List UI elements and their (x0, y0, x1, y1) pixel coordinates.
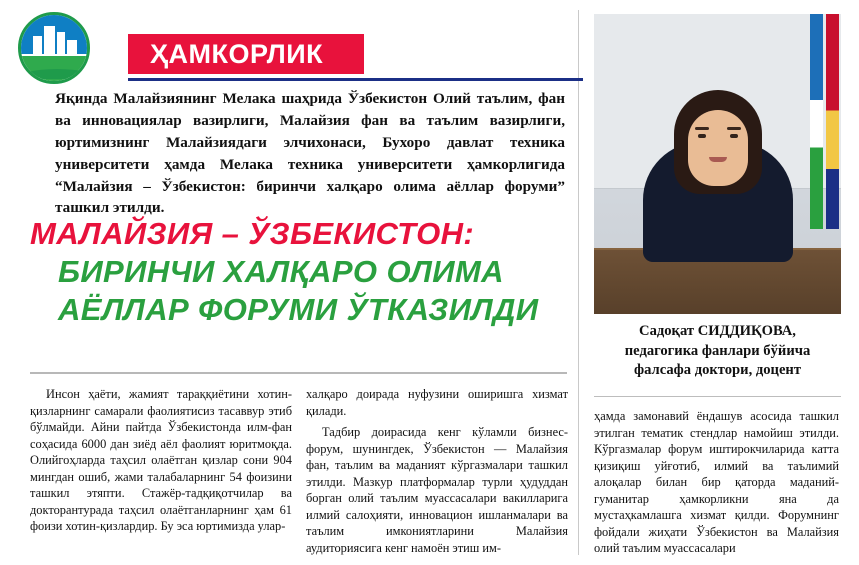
headline-line-2: БИРИНЧИ ХАЛҚАРО ОЛИМА (58, 253, 504, 289)
caption-rule (594, 396, 841, 397)
photo-eye-left (698, 134, 706, 138)
body-column-3 (594, 408, 839, 562)
paragraph: Тадбир доирасида кенг кўламли бизнес-форум, шунингдек, Ўзбекистон — Малайзия фан, таълим ва маданият кўргазмалари ташкил этилди. Мазкур платформалар турли ҳудуддан борган олий таълим муассасалари вакилларига илмий салоҳияти, инновацион ишланмалари ва таълим имкониятларини Малайзия аудиториясига кенг намоён этиш им- (306, 425, 568, 555)
section-banner (128, 34, 364, 74)
paragraph: ҳамда замонавий ёндашув асосида ташкил этилган тематик стендлар намойиш этилди. Кўргазмалар форум иштирокчиларида катта қизиқиш уйғотиб, илмий ва таълимий алоқалар билан бир қаторда маданий-гуманитар ҳамкорликни яна да мустаҳкамлашга хизмат қилди. Форумнинг фойдали жиҳати Ўзбекистон ва Малайзия олий таълим муассасалари (594, 409, 839, 555)
photo-eyebrow-left (695, 127, 709, 130)
body-column-2 (306, 386, 568, 561)
caption-name: Садоқат СИДДИҚОВА, (639, 323, 796, 339)
photo-caption (594, 322, 841, 381)
column-divider (578, 10, 579, 555)
city-landscape-logo (18, 12, 90, 84)
headline-line-1: МАЛАЙЗИЯ – ЎЗБЕКИСТОН: (30, 216, 475, 251)
section-label: ҲАМКОРЛИК (150, 38, 324, 69)
headline-line-3: АЁЛЛАР ФОРУМИ ЎТКАЗИЛДИ (58, 291, 539, 327)
article-headline (30, 215, 575, 328)
logo-building (57, 32, 65, 56)
portrait-of-speaker (594, 14, 841, 314)
logo-building (44, 26, 55, 56)
caption-role-1: педагогика фанлари бўйича (624, 342, 811, 359)
photo-mouth (709, 157, 727, 162)
photo-eye-right (730, 134, 738, 138)
flag-uzbekistan (810, 14, 823, 229)
photo-face (688, 110, 748, 186)
paragraph: Инсон ҳаёти, жамият тараққиётини хотин-қизларнинг самарали фаолиятисиз тасаввур этиб бўлмайди. Айни пайтда Ўзбекистонда илм-фан соҳасида 6000 дан зиёд аёл фаолият юритмоқда. Олийгоҳларда таҳсил олаётган қизлар сони 904 мингдан ошиб, жами талабаларнинг 54 фоизини ташкил этяпти. Стажёр-тадқиқотчилар ва докторантурада таҳсил олаётганларнинг ҳам 61 фоизи хотин-қизлардир. Бу эса юртимизда улар- (30, 387, 292, 533)
caption-role-2: фалсафа доктори, доцент (633, 362, 802, 379)
body-column-1 (30, 386, 292, 540)
header-rule (128, 78, 583, 81)
logo-building (33, 36, 42, 56)
paragraph: халқаро доирада нуфузини оширишга хизмат қилади. (306, 387, 568, 418)
photo-eyebrow-right (727, 127, 741, 130)
headline-rule (30, 372, 567, 374)
flag-malaysia (826, 14, 839, 229)
masthead (18, 12, 563, 87)
lead-paragraph: Яқинда Малайзиянинг Мелака шаҳрида Ўзбекистон Олий таълим, фан ва инновациялар вазирлиги, Малайзия фан ва таълим вазирлиги, юртимизнинг Малайзиядаги элчихонаси, Бухоро давлат техника университети ҳамда Мелака техника университети ҳамкорлигида “Малайзия – Ўзбекистон: биринчи халқаро олима аёллар форуми” ташкил этилди. (55, 90, 565, 217)
